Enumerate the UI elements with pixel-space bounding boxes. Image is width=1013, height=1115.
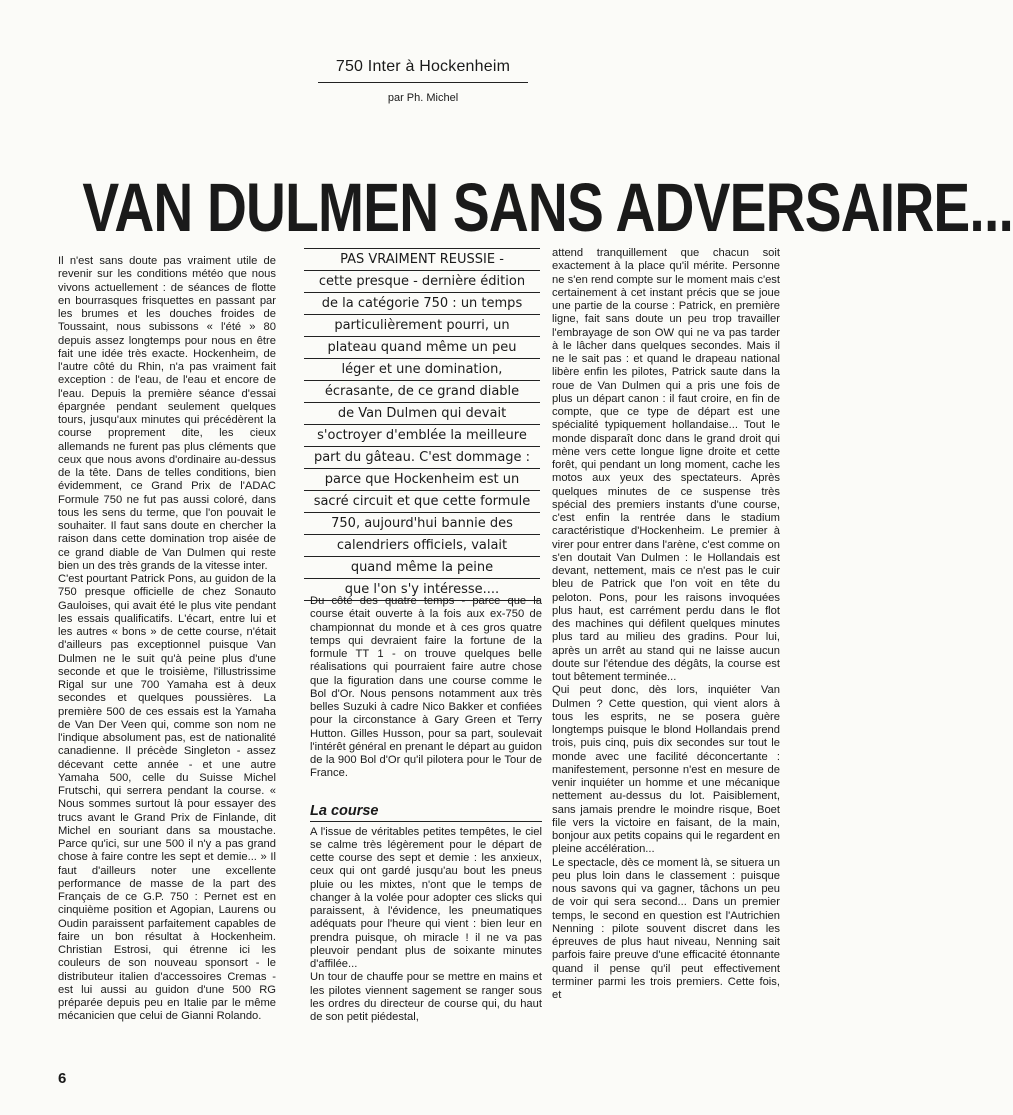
- article-column-1: [58, 255, 276, 1024]
- pullquote-line: part du gâteau. C'est dommage :: [304, 447, 540, 469]
- paragraph: C'est pourtant Patrick Pons, au guidon de la 750 presque officielle de chez Sonauto Gauloises, qui avait été le plus vite pendant les essais qualificatifs. L'écart, entre lui et les autres « bons » de cette course, n'était d'ailleurs pas exceptionnel puisque Van Dulmen ne le suit qu'à peine plus d'une seconde et que le troisième, l'illustrissime Rigal sur une 700 Yamaha est à deux secondes et quelques poussières. La première 500 de ces essais est la Yamaha de Van Der Veen qui, comme son nom ne l'indique absolument pas, est de nationalité canadienne. Il précède Singleton - assez décevant cette année - et une autre Yamaha 500, celle du Suisse Michel Frutschi, qui serrera pendant la course. « Nous sommes surtout là pour essayer des trucs avant le Grand Prix de Finlande, dit Michel en souriant dans sa moustache. Parce qu'ici, sur une 500 il n'y a pas grand chose à faire contre les sept et demie... » Il faut d'ailleurs noter une excellente performance de masse de la part des Français de ce G.P. 750 : Pernet est en cinquième position et Agopian, Laurens ou Oudin paraissent parfaitement capables de faire un bon résultat à Hockenheim. Christian Estrosi, qui étrenne ici les couleurs de son nouveau sponsort - le distributeur italien d'accessoires Cremas - est lui aussi au guidon d'une 500 RG préparée depuis peu en Italie par le même mécanicien que celui de Gianni Rolando.: [58, 573, 276, 1023]
- section-heading: La course: [310, 801, 542, 822]
- pullquote-line: que l'on s'y intéresse....: [304, 579, 540, 601]
- pullquote-line: plateau quand même un peu: [304, 337, 540, 359]
- paragraph: attend tranquillement que chacun soit exactement à la place qu'il mérite. Personne ne s'en rend compte sur le moment mais c'est certainement à cet instant précis que se joue une partie de la course : Patrick, en première ligne, fait sans doute un peu trop travailler l'embrayage de son OW qui ne va pas tarder à le lâcher dans quelques secondes. Mais il ne le sait pas : et quand le drapeau national libère enfin les pilotes, Patrick saute dans la roue de Van Dulmen qui a pris une fois de plus un départ canon : il faut croire, en fin de compte, que ce type de départ est une spécialité typiquement hollandaise... Tout le monde disparaît donc dans le grand droit qui mène vers cette longue ligne droite et cette forêt, qui pendant un long moment, cache les motos aux yeux des spectateurs. Après quelques minutes de ce suspense très spécial des premiers instants d'une course, c'est enfin la rentrée dans le stadium caractéristique d'Hockenheim. Le premier à virer pour entrer dans l'arène, c'est comme on s'en doutait Van Dulmen : le Hollandais est devant, nettement, mais ce n'est pas le cuir bleu de Patrick que l'on voit en tête du peloton. Pons, pour les raisons invoquées plus haut, est carrément perdu dans le flot des machines qui défilent quelques minutes plus tard au milieu des gradins. Pour lui, après un arrêt au stand qui ne laisse aucun doute sur l'étendue des dégâts, la course est tout bêtement terminée...: [552, 247, 780, 683]
- paragraph: Le spectacle, dès ce moment là, se situera un peu plus loin dans le classement : puisque nous savons qui va gagner, tâchons un peu de voir qui sera second... Dans un premier temps, le second en question est l'Autrichien Nenning : pilote souvent discret dans les épreuves de plus haut niveau, Nenning sait parfois faire preuve d'une efficacité étonnante quand il pense qu'il peut effectivement terminer parmi les trois premiers. Cette fois, et: [552, 856, 780, 1001]
- page-number: 6: [58, 1070, 67, 1087]
- article-column-2: [310, 595, 542, 1024]
- paragraph: Du côté des quatre temps - parce que la course était ouverte à la fois aux ex-750 de championnat du monde et à ces gros quatre temps qui devraient faire la fortune de la formule TT 1 - on trouve quelques belle réalisations qui pourraient faire autre chose que la figuration dans une course comme le Bol d'Or. Nous pensons notamment aux très belles Suzuki à cadre Nico Bakker et confiées pour la circonstance à Gary Green et Terry Hutton. Gilles Husson, pour sa part, soulevait l'intérêt général en prenant le départ au guidon de la 900 Bol d'Or qu'il pilotera pour le Tour de France.: [310, 595, 542, 780]
- pullquote-line: cette presque - dernière édition: [304, 271, 540, 293]
- pullquote-line: 750, aujourd'hui bannie des: [304, 513, 540, 535]
- pullquote-line: écrasante, de ce grand diable: [304, 381, 540, 403]
- pullquote-line: léger et une domination,: [304, 359, 540, 381]
- paragraph: Il n'est sans doute pas vraiment utile de revenir sur les conditions météo que nous vivons actuellement : de séances de flotte en bourrasques frisquettes en passant par les brumes et les douches froides de Toussaint, nous subissons « l'été » 80 depuis assez longtemps pour nous en être fait une idée très exacte. Hockenheim, de l'autre côté du Rhin, n'a pas vraiment fait exception : de l'eau, de l'eau et encore de l'eau. Depuis la première séance d'essai épargnée pendant seulement quelques tours, jusqu'aux minutes qui précédèrent la course proprement dite, les cieux allemands ne furent pas plus cléments que ceux que nous avons d'ordinaire au-dessus de la tête. Dans de telles conditions, bien évidemment, ce Grand Prix de l'ADAC Formule 750 ne fut pas aussi coloré, dans tous les sens du terme, que l'on pouvait le souhaiter. Il faut sans doute en chercher la raison dans cette domination trop aisée de ce grand diable de Van Dulmen qui reste bien un des très grands de la vitesse inter.: [58, 255, 276, 572]
- paragraph: Qui peut donc, dès lors, inquiéter Van Dulmen ? Cette question, qui vient alors à tous les esprits, ne se posera guère longtemps puisque le blond Hollandais prend trois, puis cinq, puis dix secondes sur tout le monde avec une facilité déconcertante : manifestement, personne n'est en mesure de venir inquiéter un homme et une mécanique nettement au-dessus du lot. Paisiblement, sans jamais prendre le moindre risque, Boet file vers la victoire en faisant, de la main, bonjour aux petits copains qui le regardent en pleine accélération...: [552, 684, 780, 856]
- pullquote-line: parce que Hockenheim est un: [304, 469, 540, 491]
- article-column-3: [552, 247, 780, 1002]
- pullquote-line: sacré circuit et que cette formule: [304, 491, 540, 513]
- rubric-rule: [318, 82, 528, 83]
- byline: par Ph. Michel: [387, 92, 459, 104]
- paragraph: A l'issue de véritables petites tempêtes, le ciel se calme très légèrement pour le départ de cette course des sept et demie : les anxieux, ceux qui ont gardé jusqu'au bout les pneus pluie ou les mixtes, n'ont que le temps de changer à la volée pour adopter ces slicks qui paraissent, à l'évidence, les pneumatiques adéquats pour l'heure qui vient : bien leur en prendra puisque, oh miracle ! il ne va pas pleuvoir pendant plus de soixante minutes d'affilée...: [310, 825, 542, 970]
- pullquote-line: de la catégorie 750 : un temps: [304, 293, 540, 315]
- headline: VAN DULMEN SANS ADVERSAIRE...: [82, 169, 1013, 246]
- pullquote-line: particulièrement pourri, un: [304, 315, 540, 337]
- pullquote-line: de Van Dulmen qui devait: [304, 403, 540, 425]
- rubric-title: 750 Inter à Hockenheim: [335, 58, 511, 75]
- paragraph: Un tour de chauffe pour se mettre en mains et les pilotes viennent sagement se ranger sous les ordres du directeur de course qui, du haut de son petit piédestal,: [310, 971, 542, 1023]
- pullquote-line: quand même la peine: [304, 557, 540, 579]
- pullquote-line: calendriers officiels, valait: [304, 535, 540, 557]
- pullquote-line: PAS VRAIMENT REUSSIE -: [304, 248, 540, 271]
- pullquote-line: s'octroyer d'emblée la meilleure: [304, 425, 540, 447]
- pullquote: [304, 248, 540, 601]
